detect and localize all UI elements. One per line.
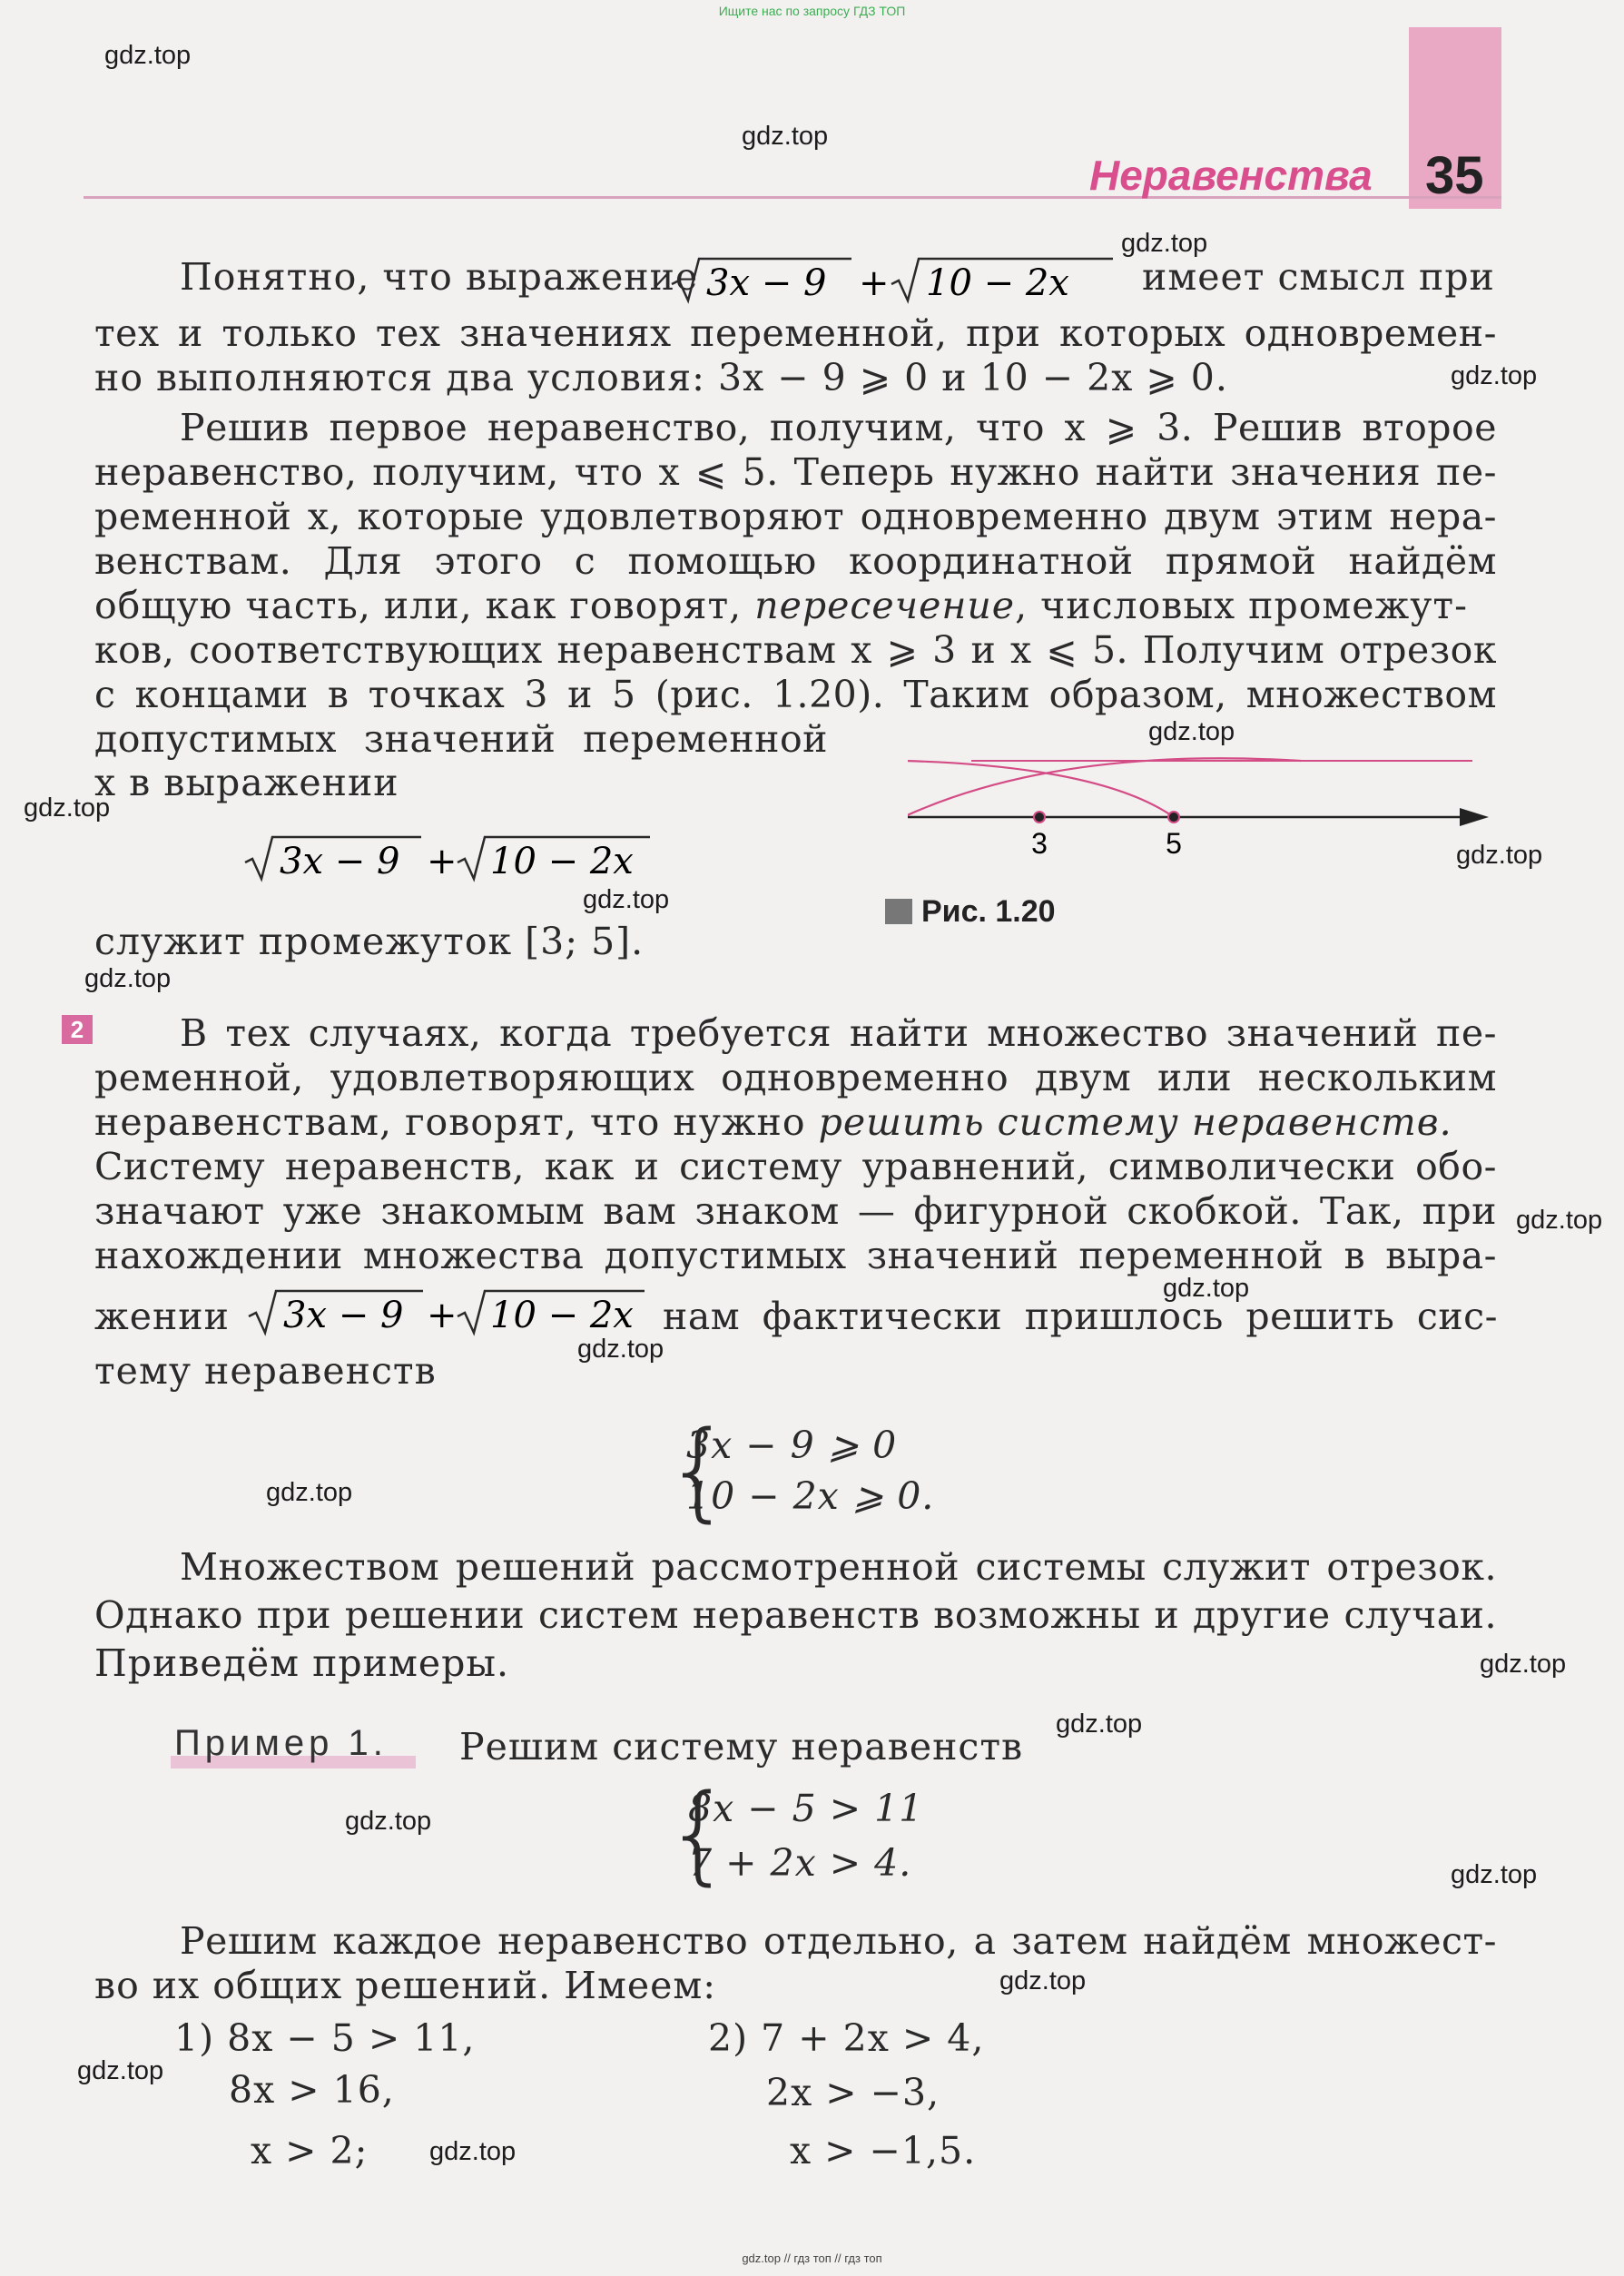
watermark: gdz.top [84, 964, 172, 993]
radicand-b: 10 − 2x [926, 262, 1069, 304]
text-line: тех и только тех значениях переменной, при которых одновремен- [94, 311, 1497, 355]
text-line: Решим каждое неравенство отдельно, а затем найдём множест- [180, 1919, 1497, 1963]
watermark: gdz.top [742, 122, 829, 151]
figure-caption: Рис. 1.20 [885, 894, 1056, 930]
watermark: gdz.top [583, 885, 670, 914]
watermark: gdz.top [24, 793, 111, 823]
point-5 [1168, 812, 1179, 823]
text-line: служит промежуток [3; 5]. [94, 920, 645, 963]
text-line: ков, соответствующих неравенствам x ⩾ 3 и x ⩽ 5. Получим отрезок [94, 628, 1497, 672]
svg-text:+: + [427, 841, 458, 882]
system-equation: 3x − 9 ⩾ 0 [686, 1424, 898, 1467]
radical-expression [247, 1287, 646, 1347]
text-line: Систему неравенств, как и систему уравнений, символически обо- [94, 1145, 1497, 1188]
number-line-figure [908, 744, 1507, 872]
text-line: Однако при решении систем неравенств возможны и другие случаи. [94, 1593, 1497, 1637]
system-brace: { [664, 1407, 733, 1532]
solution-line: 8x > 16, [229, 2068, 395, 2112]
watermark: gdz.top [429, 2137, 517, 2166]
text-line: ременной x, которые удовлетворяют одновременно двум этим нера- [94, 495, 1497, 538]
radical-expression [243, 833, 652, 893]
text-line: допустимых значений переменной [94, 717, 828, 761]
watermark: gdz.top [577, 1335, 664, 1364]
example-label: Пример 1. [174, 1723, 388, 1763]
radicand-a: 3x − 9 [706, 262, 827, 304]
svg-text:10 − 2x: 10 − 2x [490, 1295, 634, 1336]
page-number: 35 [1425, 146, 1484, 205]
footer-note: gdz.top // гдз топ // гдз топ [742, 2251, 882, 2265]
text-line: венствам. Для этого с помощью координатной прямой найдём [94, 539, 1497, 583]
text-line: неравенствам, говорят, что нужно решить систему неравенств. [94, 1100, 1452, 1144]
text-line: во их общих решений. Имеем: [94, 1964, 717, 2007]
svg-text:+: + [427, 1295, 458, 1336]
emphasis-term: пересечение [754, 584, 1016, 627]
system-equation: 7 + 2x > 4. [688, 1841, 912, 1885]
watermark: gdz.top [999, 1966, 1087, 1995]
watermark: gdz.top [77, 2056, 164, 2085]
watermark: gdz.top [345, 1807, 432, 1836]
watermark: gdz.top [1451, 361, 1538, 390]
solution-line: 2) 7 + 2x > 4, [708, 2016, 985, 2060]
system-equation: 10 − 2x ⩾ 0. [686, 1474, 935, 1518]
text-line: нам фактически пришлось решить сис- [663, 1295, 1498, 1338]
caption-square-icon [885, 899, 912, 924]
text-line: Решив первое неравенство, получим, что x ⩾ 3. Решив второе [180, 406, 1497, 449]
text-line: имеет смысл при [1142, 255, 1495, 299]
tick-label-3: 3 [1031, 827, 1048, 860]
text-line: ременной, удовлетворяющих одновременно двум или нескольким [94, 1056, 1497, 1099]
site-note: Ищите нас по запросу ГДЗ ТОП [718, 4, 906, 18]
radical-expression [670, 255, 1115, 306]
solution-line: 2x > −3, [766, 2071, 940, 2114]
watermark: gdz.top [266, 1478, 353, 1507]
svg-text:10 − 2x: 10 − 2x [490, 841, 634, 882]
system-brace: { [664, 1770, 733, 1896]
interval-arc-left [908, 758, 1301, 817]
text-line: Множеством решений рассмотренной системы служит отрезок. [180, 1545, 1497, 1589]
text-line: жении [94, 1295, 230, 1338]
text-line: Решим систему неравенств [459, 1725, 1024, 1769]
text-line: но выполняются два условия: 3x − 9 ⩾ 0 и 10 − 2x ⩾ 0. [94, 356, 1228, 399]
text-line: общую часть, или, как говорят, пересечение, числовых промежут- [94, 584, 1468, 627]
text-line: тему неравенств [94, 1349, 437, 1393]
watermark: gdz.top [104, 41, 192, 70]
solution-line: x > 2; [251, 2129, 369, 2173]
watermark: gdz.top [1451, 1860, 1538, 1889]
watermark: gdz.top [1148, 717, 1235, 746]
text-line: x в выражении [94, 761, 399, 804]
interval-arc-right [908, 761, 1174, 817]
text-line: В тех случаях, когда требуется найти множество значений пе- [180, 1011, 1497, 1055]
watermark: gdz.top [1456, 841, 1543, 870]
text-line: нахождении множества допустимых значений переменной в выра- [94, 1234, 1497, 1277]
text-line: с концами в точках 3 и 5 (рис. 1.20). Таким образом, множеством [94, 673, 1497, 716]
text-line: Приведём примеры. [94, 1641, 510, 1685]
solution-line: 1) 8x − 5 > 11, [174, 2016, 476, 2060]
tick-label-5: 5 [1166, 827, 1182, 860]
axis-arrow [1460, 808, 1489, 826]
watermark: gdz.top [1480, 1650, 1567, 1679]
svg-text:3x − 9: 3x − 9 [280, 841, 400, 882]
section-marker: 2 [62, 1015, 93, 1044]
text-line: Понятно, что выражение [180, 255, 699, 299]
watermark: gdz.top [1056, 1709, 1143, 1739]
svg-text:3x − 9: 3x − 9 [283, 1295, 404, 1336]
watermark: gdz.top [1163, 1274, 1250, 1303]
point-3 [1034, 812, 1045, 823]
emphasis-term: решить систему неравенств. [818, 1100, 1452, 1144]
solution-line: x > −1,5. [790, 2129, 977, 2173]
text-line: значают уже знакомым вам знаком — фигурной скобкой. Так, при [94, 1189, 1497, 1233]
text-line: неравенство, получим, что x ⩽ 5. Теперь нужно найти значения пе- [94, 450, 1497, 494]
plus-sign: + [859, 262, 890, 304]
running-title: Неравенства [1089, 152, 1373, 199]
watermark: gdz.top [1516, 1206, 1603, 1235]
watermark: gdz.top [1121, 229, 1208, 258]
system-equation: 8x − 5 > 11 [688, 1787, 924, 1830]
